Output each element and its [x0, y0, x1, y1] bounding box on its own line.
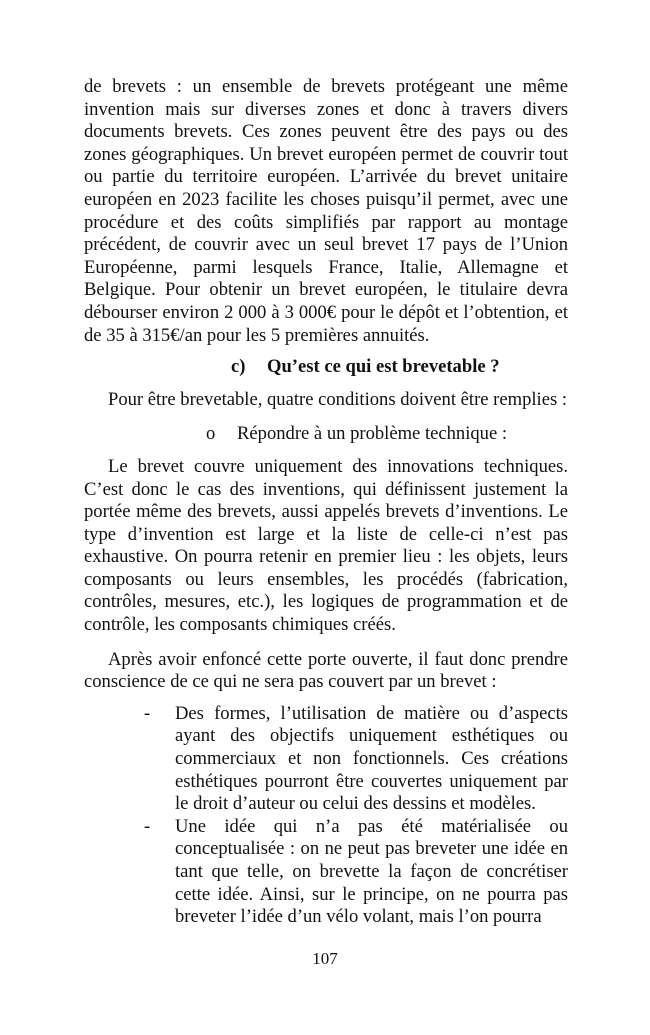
list-item-text: Des formes, l’utilisation de matière ou d’aspects ayant des objectifs uniquement esthétiques ou commerciaux et non fonctionnels. Ces créations esthétiques pourront être couvertes uniquement par le droit d’auteur ou celui des dessins et modèles. [175, 702, 568, 815]
section-heading-number: c) [231, 356, 246, 378]
body-paragraph: de brevets : un ensemble de brevets protégeant une même invention mais sur diverses zones et donc à travers divers documents brevets. Ces zones peuvent être des pays ou des zones géographiques. Un brevet européen permet de couvrir tout ou partie du territoire européen. L’arrivée du brevet unitaire européen en 2023 facilite les choses puisqu’il permet, avec une procédure et des coûts simplifiés par rapport au montage précédent, de couvrir avec un seul brevet 17 pays de l’Union Européenne, parmi lesquels France, Italie, Allemagne et Belgique. Pour obtenir un brevet européen, le titulaire devra débourser environ 2 000 à 3 000€ pour le dépôt et l’obtention, et de 35 à 315€/an pour les 5 premières annuités. [84, 76, 568, 346]
body-paragraph: Le brevet couvre uniquement des innovations techniques. C’est donc le cas des inventions, qui définissent justement la portée même des brevets, aussi appelés brevets d’inventions. Le type d’invention est large et la liste de celle-ci n’est pas exhaustive. On pourra retenir en premier lieu : les objets, leurs composants ou leurs ensembles, les procédés (fabrication, contrôles, mesures, etc.), les logiques de programmation et de contrôle, les composants chimiques créés. [84, 455, 568, 636]
dash-list [84, 703, 568, 929]
sub-list-item [84, 423, 568, 446]
section-heading [84, 356, 568, 379]
list-item-text: Une idée qui n’a pas été matérialisée ou conceptualisée : on ne peut pas breveter une idée en tant que telle, on brevette la façon de concrétiser cette idée. Ainsi, sur le principe, on ne pourra pas breveter l’idée d’un vélo volant, mais l’on pourra [175, 815, 568, 928]
sub-list-item-text: Répondre à un problème technique : [237, 423, 508, 445]
body-paragraph: Pour être brevetable, quatre conditions doivent être remplies : [108, 388, 568, 410]
section-heading-title: Qu’est ce qui est brevetable ? [267, 356, 500, 378]
page-number: 107 [312, 949, 338, 968]
circle-bullet-icon: o [206, 423, 216, 445]
list-item [84, 816, 568, 929]
dash-bullet-icon: - [144, 702, 151, 724]
page-body [84, 76, 568, 929]
dash-bullet-icon: - [144, 815, 151, 837]
body-paragraph: Après avoir enfoncé cette porte ouverte, il faut donc prendre conscience de ce qui ne sera pas couvert par un brevet : [84, 648, 568, 693]
list-item [84, 703, 568, 816]
